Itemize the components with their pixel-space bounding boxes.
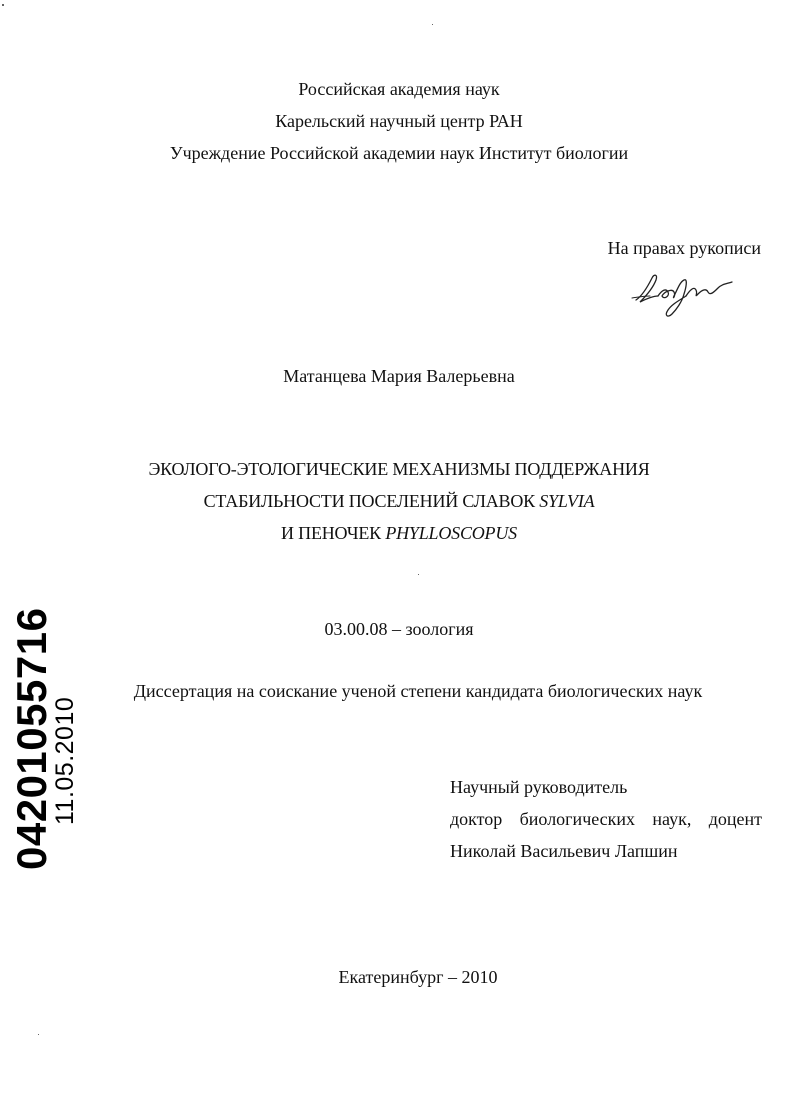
scan-speck [2,4,4,6]
supervisor-label: Научный руководитель [450,777,628,797]
supervisor-degree [450,808,762,830]
supervisor-degree-word-1: доктор [450,809,503,829]
signature-image [628,266,738,322]
supervisor-degree-word-2: биологических [519,809,636,829]
thesis-title-line-3-text: И ПЕНОЧЕК [281,523,381,543]
thesis-title-line-3 [0,522,798,544]
thesis-title-line-1: ЭКОЛОГО-ЭТОЛОГИЧЕСКИЕ МЕХАНИЗМЫ ПОДДЕРЖАНИЯ [148,459,650,479]
scan-speck [418,574,419,575]
library-stamp [0,607,116,882]
scan-speck [432,24,433,25]
manuscript-rights-note: На правах рукописи [607,238,761,258]
genus-phylloscopus: PHYLLOSCOPUS [385,523,517,543]
author-name: Матанцева Мария Валерьевна [283,366,515,386]
organization-institute: Учреждение Российской академии наук Институт биологии [169,143,629,163]
organization-center: Карельский научный центр РАН [275,111,523,131]
thesis-title-line-2-text: СТАБИЛЬНОСТИ ПОСЕЛЕНИЙ СЛАВОК [203,491,535,511]
stamp-number: 04201055716 [8,607,55,870]
supervisor-name: Николай Васильевич Лапшин [450,841,678,861]
specialty-code: 03.00.08 – зоология [324,619,474,639]
supervisor-degree-word-4: доцент [708,809,762,829]
thesis-title-line-2 [0,490,798,512]
city-year: Екатеринбург – 2010 [338,967,498,987]
scan-speck [38,1034,39,1035]
supervisor-degree-word-3: наук, [652,809,692,829]
organization-academy: Российская академия наук [298,79,500,99]
degree-statement: Диссертация на соискание ученой степени кандидата биологических наук [133,681,703,701]
stamp-date: 11.05.2010 [51,696,79,825]
genus-sylvia: SYLVIA [539,491,595,511]
